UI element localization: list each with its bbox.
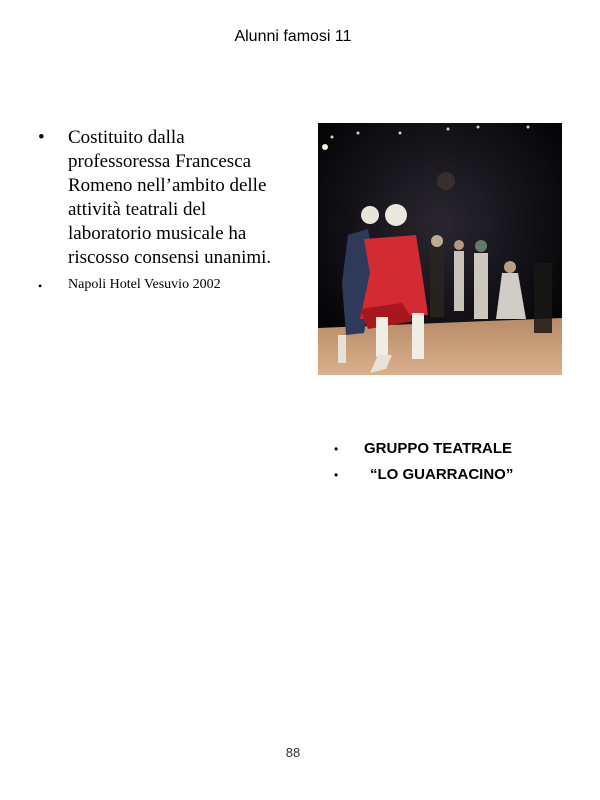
- bullet-icon: •: [334, 442, 339, 456]
- stage-dancers-illustration: [318, 123, 562, 375]
- list-item: [334, 436, 564, 462]
- event-location-text: Napoli Hotel Vesuvio 2002: [68, 277, 221, 292]
- theater-performance-photo: [318, 123, 562, 375]
- page-number: 88: [285, 745, 301, 760]
- bullet-icon: •: [38, 127, 45, 148]
- bullet-icon: •: [38, 279, 43, 293]
- group-name-list: [334, 436, 564, 488]
- page-title: Alunni famosi 11: [234, 28, 352, 45]
- list-item: [334, 462, 564, 488]
- description-text: Costituito dalla professoressa Francesca Romeno nell’ambito delle attività teatrali del laboratorio musicale ha riscosso consensi unanimi.: [68, 127, 272, 268]
- group-name-text: “LO GUARRACINO”: [370, 466, 514, 483]
- bullet-icon: •: [334, 468, 339, 482]
- group-type-text: GRUPPO TEATRALE: [364, 440, 513, 457]
- list-item: [36, 126, 286, 270]
- description-list: [36, 126, 286, 294]
- list-item: [36, 276, 286, 294]
